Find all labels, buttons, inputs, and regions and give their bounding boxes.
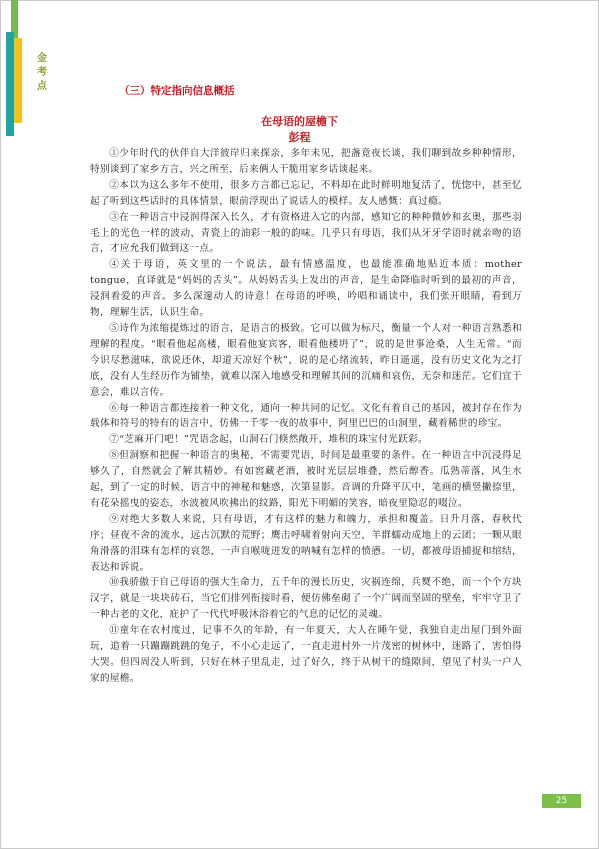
paragraph-9: ⑨对绝大多数人来说，只有母语，才有这样的魅力和魄力，承担和覆盖。日升月落，春秋代序；昼夜不舍的流水，远古沉默的荒野；鹰击呼啸着射向天空，羊群蠕动成地上的云团；一颗从眼角滑落的泪珠有怎样的哀怨，一声自喉咙迸发的呐喊有怎样的愤懑。一切，都被母语捕捉和绾结，表达和诉说。 [90,513,522,573]
article-title: 在母语的屋檐下 [261,115,338,128]
paragraph-1: ①少年时代的伙伴自大洋彼岸归来探亲，多年未见，把盏竟夜长谈，我们聊到故乡种种情形，特别谈到了家乡方言，兴之所至，后来俩人干脆用家乡话谈起来。 [90,148,522,175]
paragraph-3: ③在一种语言中浸润得深入长久，才有资格进入它的内部，感知它的种种微妙和玄奥，那些羽毛上的光色一样的波动，青瓷上的油彩一般的韵味。几乎只有母语，我们从牙牙学语时就亲吻的语言，才应允我们做到这一点。 [90,211,522,255]
paragraph-2: ②本以为这么多年不使用，很多方言都已忘记，不料却在此时鲜明地复活了，恍惚中，甚至忆起了听到这些话时的具体情景，眼前浮现出了说话人的模样。友人感慨：真过瘾。 [90,179,522,207]
paragraph-7: ⑦“芝麻开门吧！”咒语念起，山洞石门倏然敞开，堆积的珠宝付光跃彩。 [109,434,428,446]
section-heading: （三）特定指向信息概括 [119,85,235,97]
paragraph-8: ⑧但洞察和把握一种语言的奥秘，不需要咒语，时间是最重要的条件。在一种语言中沉浸得足够久了，自然就会了解其精妙。有如窖藏老酒，被时光层层堆叠，然后醇香。瓜熟蒂落，风生水起，到了一定的时候，语言中的神秘和魅惑，次第显影。音调的升降平仄中，笔画的横竖撇捺里，有花朵摇曳的姿态，水波被风吹拂出的纹路，阳光下明媚的笑容，暗夜里隐忍的啜泣。 [90,450,522,509]
paragraph-11: ⑪童年在农村度过，记事不久的年龄，有一年夏天，大人在睡午觉，我独自走出屋门到外面玩，追着一只蹦蹦跳跳的兔子，不小心走远了，一直走进村外一片茂密的树林中，迷路了，害怕得大哭。但四周没人听到，只好在林子里乱走，过了好久，终于从树干的缝隙间，望见了村头一户人家的屋檐。 [90,625,522,684]
decorative-yellow-bar [14,38,22,123]
page-number: 25 [542,794,581,808]
paragraph-6: ⑥每一种语言都连接着一种文化，通向一种共同的记忆。文化有着自己的基因，被封存在作为载体和符号的特有的语言中，仿佛一千零一夜的故事中，阿里巴巴的山洞里，藏着稀世的珍宝。 [90,402,522,430]
article-body [90,146,522,687]
paragraph-10: ⑩我骄傲于自己母语的强大生命力，五千年的漫长历史，灾祸连绵，兵燹不绝，而一个个方块汉字，就是一块块砖石，当它们排列衔接时看，便仿佛垒砌了一个广阔而坚固的壁垒，牢牢守卫了一种古老的文化，庇护了一代代呼吸沐浴着它的气息的记忆的灵魂。 [90,577,522,621]
article-author: 彭程 [288,131,311,144]
paragraph-5: ⑤诗作为浓缩提炼过的语言，是语言的极致。它可以做为标尺，衡量一个人对一种语言熟悉和理解的程度。“眼看他起高楼，眼看他宴宾客，眼看他楼坍了”，说的是世事沧桑，人生无常。“而今识尽愁滋味，欲说还休，却道天凉好个秋”，说的是心绪流转，昨日遥遥，没有历史文化为之打底，没有人生经历作为铺垫，就难以深入地感受和理解其间的沉痛和哀伤，无奈和迷茫。它们宜于意会，难以言传。 [90,322,522,398]
paragraph-4: ④关于母语，英文里的一个说法，最有情感温度，也最能准确地贴近本质：mother tongue，直译就是“妈妈的舌头”。从妈妈舌头上发出的声音，是生命降临时听到的最初的声音，浸润着爱的声音。多么深邃动人的诗意！在母语的呼唤，吟唱和诵读中，我们张开眼睛，看到万物，理解生活，认识生命。 [90,259,522,319]
sidebar-label: 金考点 [37,53,47,92]
